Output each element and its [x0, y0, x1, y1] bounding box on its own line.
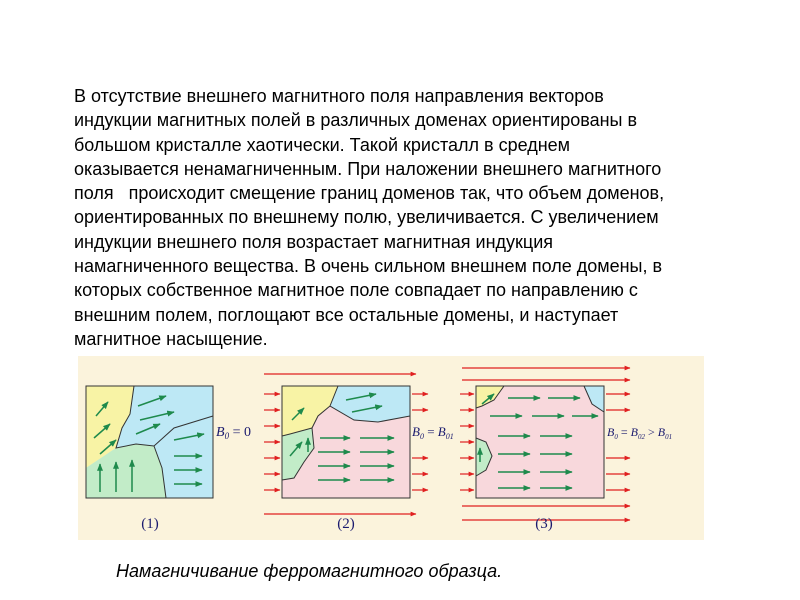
field-label-3: $B_0 = B_{02} > B_{01}$: [607, 425, 673, 441]
paragraph-line: индукции магнитных полей в различных доменах ориентированы в: [74, 110, 638, 131]
field-label-1: $B_0 = 0$: [216, 425, 251, 441]
panel-1: [86, 386, 213, 498]
paragraph-line: поля происходит смещение границ доменов так, что объем доменов,: [74, 183, 665, 204]
body-paragraph: [74, 84, 714, 351]
panel-label-1: (1): [141, 516, 159, 532]
panel-2: [282, 386, 410, 498]
field-label-2: $B_0 = B_{01}$: [412, 424, 454, 441]
paragraph-line: которых собственное магнитное поле совпадает по направлению с: [74, 280, 638, 301]
paragraph-line: намагниченного вещества. В очень сильном внешнем поле домены, в: [74, 256, 663, 277]
paragraph-line: В отсутствие внешнего магнитного поля направления векторов: [74, 86, 604, 106]
domain-diagram-svg: [78, 356, 704, 540]
paragraph-line: большом кристалле хаотически. Такой кристалл в среднем: [74, 134, 571, 155]
panel-label-3: (3): [535, 516, 553, 532]
paragraph-line: внешним полем, поглощают все остальные домены, и наступает: [74, 304, 619, 325]
panel-label-2: (2): [337, 516, 355, 532]
panel-3: [476, 386, 604, 498]
paragraph-line: индукции внешнего поля возрастает магнитная индукция: [74, 231, 554, 252]
figure-caption: Намагничивание ферромагнитного образца.: [116, 561, 503, 581]
magnetization-figure: [78, 356, 704, 540]
paragraph-line: оказывается ненамагниченным. При наложении внешнего магнитного: [74, 158, 662, 179]
paragraph-line: магнитное насыщение.: [74, 328, 268, 349]
paragraph-line: ориентированных по внешнему полю, увеличивается. С увеличением: [74, 207, 659, 228]
domain-pink: [476, 386, 604, 498]
